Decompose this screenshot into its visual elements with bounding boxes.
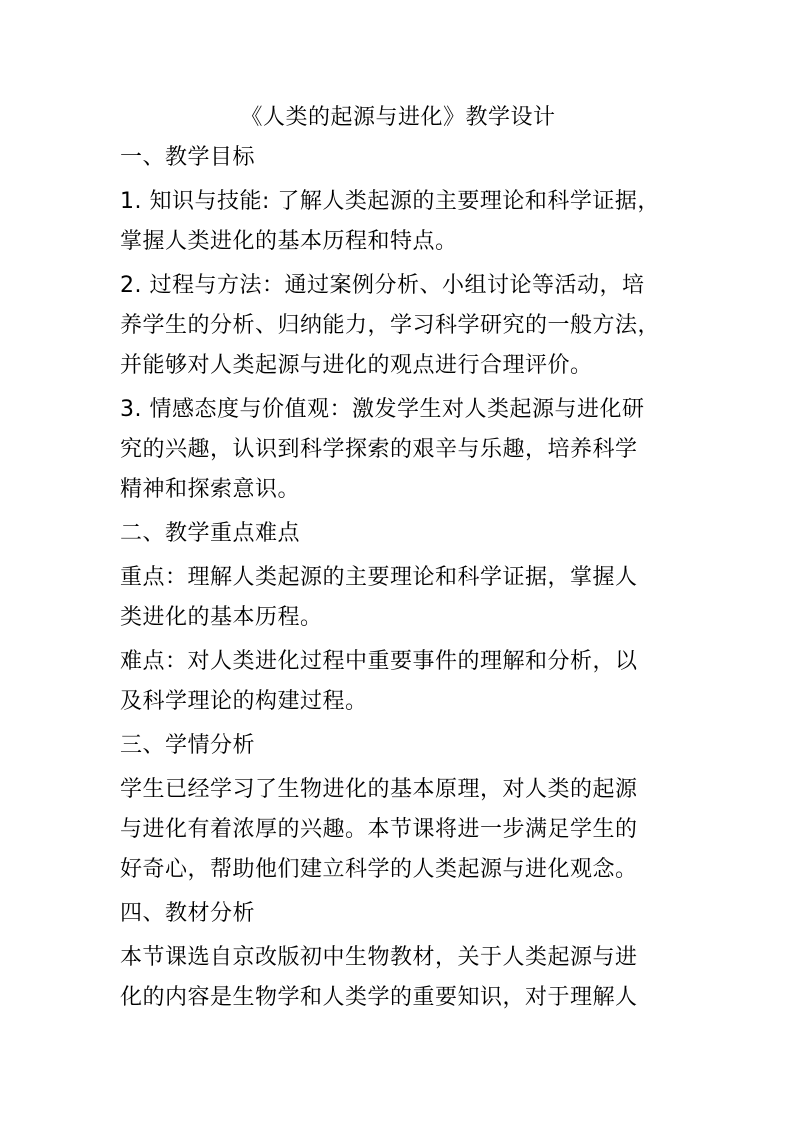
paragraph-line: 本节课选自京改版初中生物教材，关于人类起源与进 bbox=[120, 945, 638, 970]
paragraph-line: 好奇心，帮助他们建立科学的人类起源与进化观念。 bbox=[120, 857, 638, 882]
paragraph-line: 掌握人类进化的基本历程和特点。 bbox=[120, 229, 458, 254]
section-heading-student-analysis: 三、学情分析 bbox=[120, 733, 256, 758]
paragraph-line: 重点：理解人类起源的主要理论和科学证据，掌握人 bbox=[120, 565, 638, 590]
paragraph-line: 养学生的分析、归纳能力，学习科学研究的一般方法， bbox=[120, 313, 661, 338]
paragraph-line: 及科学理论的构建过程。 bbox=[120, 689, 368, 714]
document-body bbox=[120, 98, 676, 1018]
paragraph-line: 精神和探索意识。 bbox=[120, 477, 301, 502]
section-heading-key-points: 二、教学重点难点 bbox=[120, 521, 301, 546]
paragraph-line: 难点：对人类进化过程中重要事件的理解和分析，以 bbox=[120, 649, 638, 674]
paragraph-line: 学生已经学习了生物进化的基本原理，对人类的起源 bbox=[120, 777, 638, 802]
paragraph-line: 与进化有着浓厚的兴趣。本节课将进一步满足学生的 bbox=[120, 817, 638, 842]
paragraph-line: 2. 过程与方法：通过案例分析、小组讨论等活动，培 bbox=[120, 273, 645, 298]
paragraph-line: 究的兴趣，认识到科学探索的艰辛与乐趣，培养科学 bbox=[120, 437, 638, 462]
document-title: 《人类的起源与进化》教学设计 bbox=[240, 105, 556, 130]
paragraph-line: 并能够对人类起源与进化的观点进行合理评价。 bbox=[120, 353, 593, 378]
paragraph-line: 1. 知识与技能: 了解人类起源的主要理论和科学证据， bbox=[120, 189, 660, 214]
section-heading-objectives: 一、教学目标 bbox=[120, 145, 256, 170]
section-heading-textbook-analysis: 四、教材分析 bbox=[120, 901, 256, 926]
paragraph-line: 类进化的基本历程。 bbox=[120, 605, 323, 630]
paragraph-line: 3. 情感态度与价值观：激发学生对人类起源与进化研 bbox=[120, 397, 645, 422]
paragraph-line: 化的内容是生物学和人类学的重要知识，对于理解人 bbox=[120, 985, 638, 1010]
